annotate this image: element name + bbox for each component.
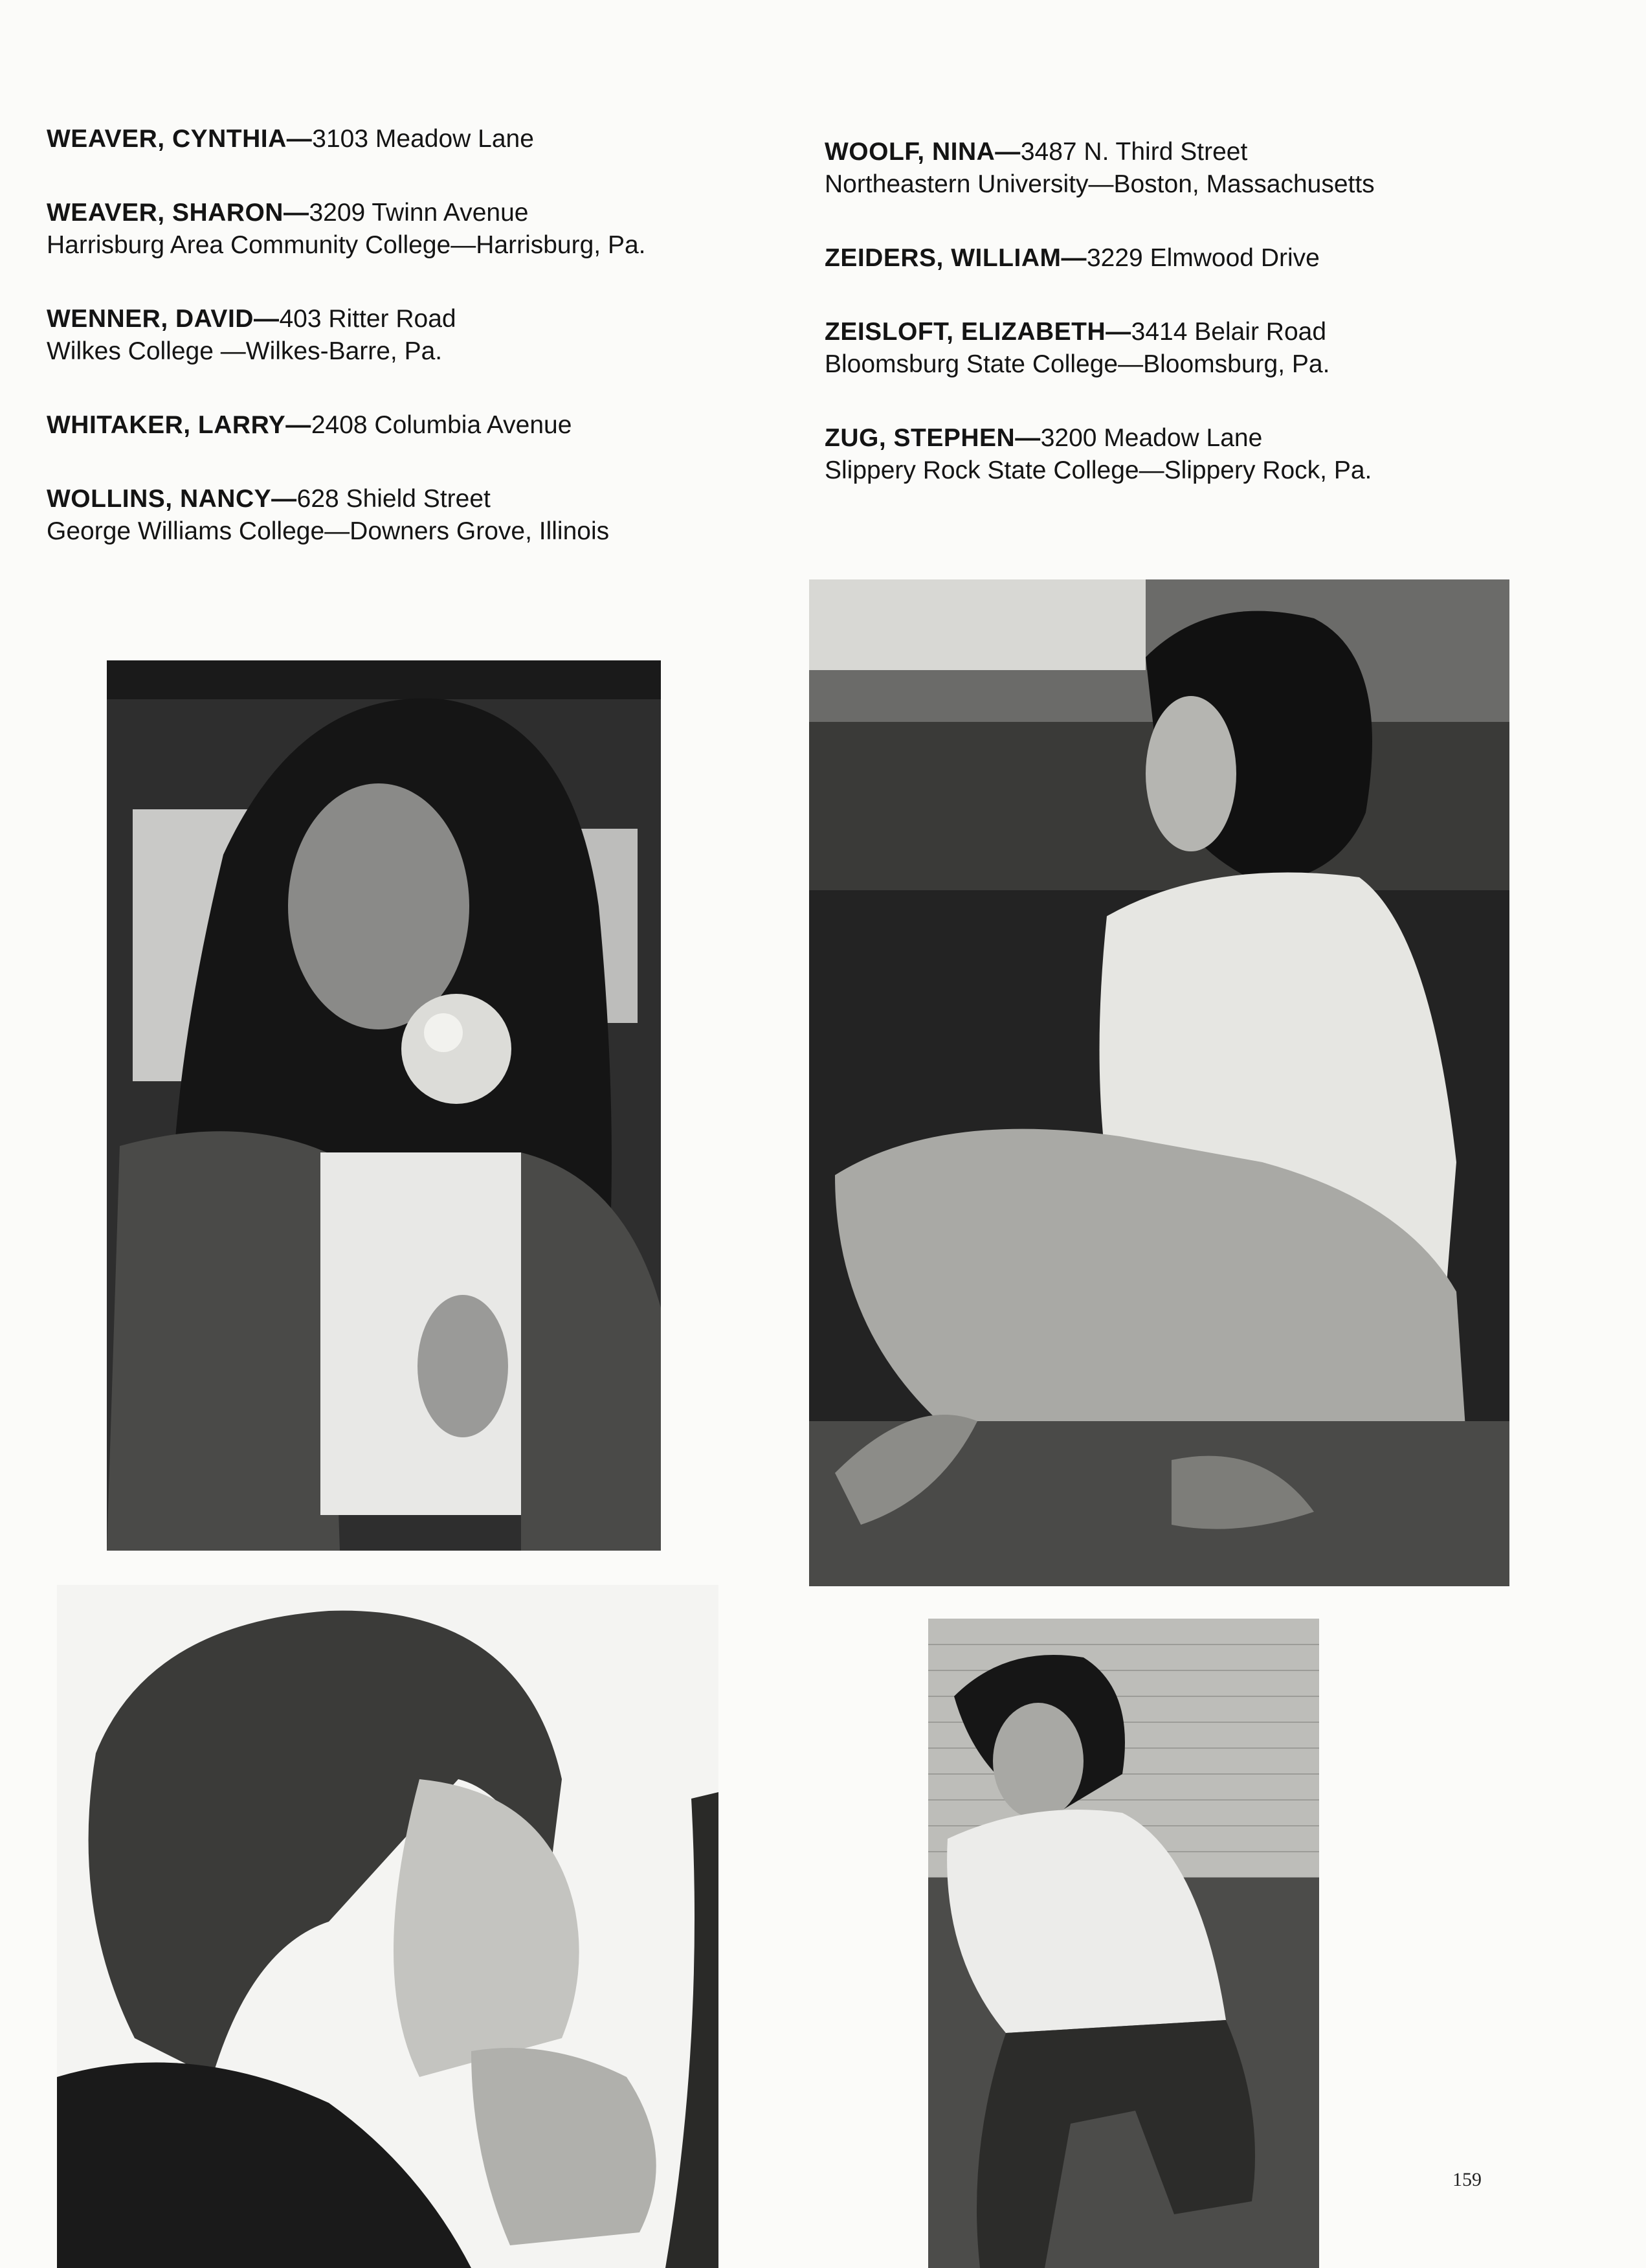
directory-right-column [825, 136, 1575, 528]
directory-entry [47, 197, 772, 262]
entry-name: ZUG, STEPHEN— [825, 424, 1041, 452]
directory-entry [47, 483, 772, 548]
photo-boy-profile-image [57, 1585, 718, 2268]
photo-girl-kneeling-image [928, 1619, 1319, 2268]
entry-name: ZEIDERS, WILLIAM— [825, 244, 1087, 272]
entry-school: Wilkes College —Wilkes-Barre, Pa. [47, 337, 443, 365]
entry-address: 3229 Elmwood Drive [1086, 244, 1320, 272]
photo-girl-sitting-image [809, 579, 1509, 1586]
entry-school: Northeastern University—Boston, Massachusetts [825, 170, 1375, 198]
entry-name: WHITAKER, LARRY— [47, 411, 311, 439]
entry-name: WOOLF, NINA— [825, 138, 1021, 166]
entry-address: 3209 Twinn Avenue [309, 199, 529, 227]
entry-address: 3487 N. Third Street [1020, 138, 1248, 166]
entry-name: ZEISLOFT, ELIZABETH— [825, 318, 1131, 346]
directory-entry [47, 409, 772, 442]
entry-school: Harrisburg Area Community College—Harrisburg, Pa. [47, 231, 646, 259]
entry-address: 3200 Meadow Lane [1040, 424, 1263, 452]
entry-address: 628 Shield Street [296, 485, 491, 513]
photo-girl-bubble [107, 660, 661, 1551]
directory-entry [47, 123, 772, 155]
entry-address: 3414 Belair Road [1131, 318, 1327, 346]
entry-name: WEAVER, CYNTHIA— [47, 125, 313, 153]
entry-address: 3103 Meadow Lane [312, 125, 534, 153]
entry-address: 403 Ritter Road [279, 305, 456, 333]
photo-girl-kneeling [928, 1619, 1319, 2268]
entry-school: Slippery Rock State College—Slippery Rock, Pa. [825, 456, 1372, 484]
photo-boy-profile [57, 1585, 718, 2268]
directory-left-column [47, 123, 772, 589]
page-number: 159 [1452, 2169, 1482, 2190]
photo-girl-sitting [809, 579, 1509, 1586]
directory-entry [825, 422, 1575, 487]
entry-name: WEAVER, SHARON— [47, 199, 309, 227]
entry-address: 2408 Columbia Avenue [311, 411, 572, 439]
entry-school: Bloomsburg State College—Bloomsburg, Pa. [825, 350, 1330, 378]
directory-entry [825, 242, 1575, 275]
directory-entry [47, 303, 772, 368]
entry-name: WENNER, DAVID— [47, 305, 280, 333]
directory-entry [825, 316, 1575, 381]
entry-name: WOLLINS, NANCY— [47, 485, 297, 513]
photo-girl-bubble-image [107, 660, 661, 1551]
directory-entry [825, 136, 1575, 201]
entry-school: George Williams College—Downers Grove, Illinois [47, 517, 610, 545]
